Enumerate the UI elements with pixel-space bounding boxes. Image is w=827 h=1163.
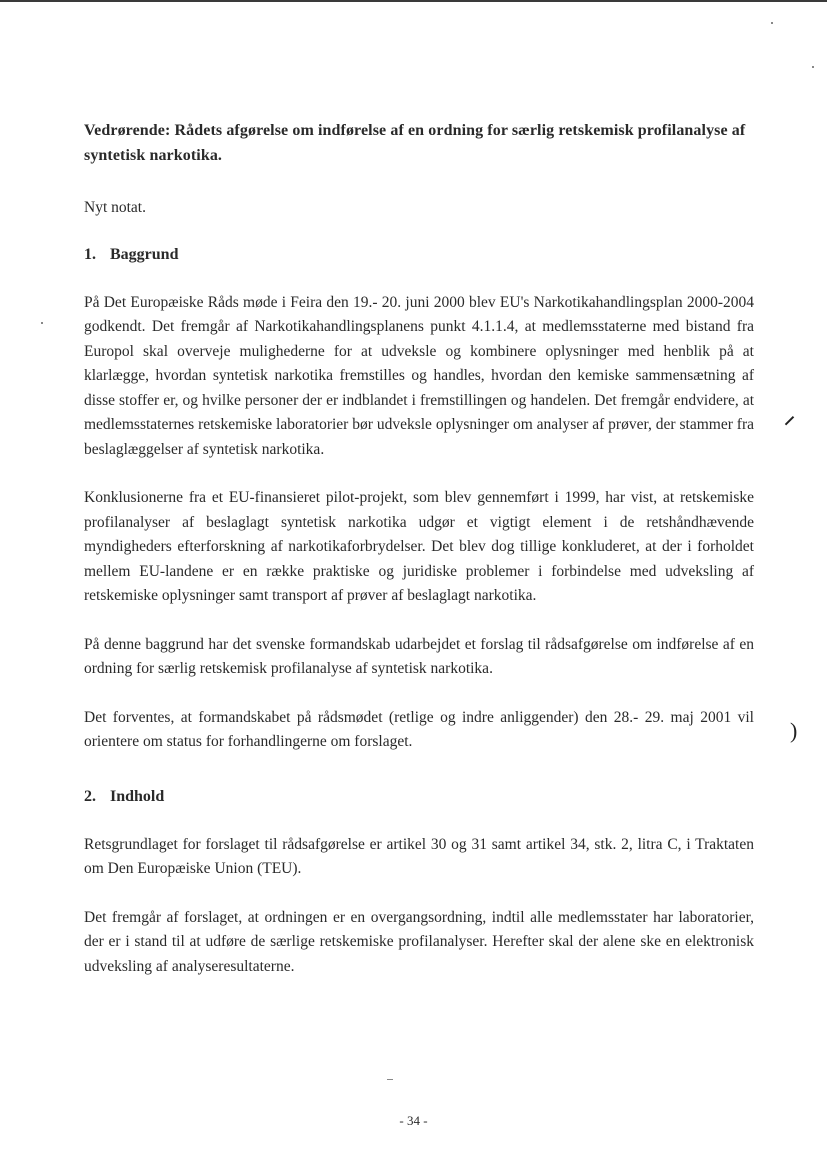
paragraph: Det fremgår af forslaget, at ordningen er en overgangsordning, indtil alle medlemsstater har laboratorier, der er i stand til at udføre de særlige retskemiske profilanalyser. Herefter skal der alene ske en elektronisk udveksling af analyseresultaterne. <box>84 908 754 975</box>
paragraph: Det forventes, at formandskabet på rådsmødet (retlige og indre anliggender) den 28.- 29. maj 2001 vil orientere om status for forhandlingerne om forslaget. <box>84 708 754 750</box>
section-title-text: Indhold <box>110 787 165 805</box>
section-title <box>84 243 754 267</box>
section-title-text: Baggrund <box>110 245 179 263</box>
paragraph: På Det Europæiske Råds møde i Feira den 19.- 20. juni 2000 blev EU's Narkotikahandlingsplan 2000-2004 godkendt. Det fremgår af Narkotikahandlingsplanens punkt 4.1.1.4, at medlemsstaterne med bistand fra Europol skal overveje mulighederne for at udveksle og kombinere oplysninger med henblik på at klarlægge, hvordan syntetisk narkotika fremstilles og handles, hvordan den kemiske sammensætning af disse stoffer er, og hvilke personer der er indblandet i fremstillingen og handelen. Det fremgår endvidere, at medlemsstaternes retskemiske laboratorier bør udveksle oplysninger om analyser af prøver, der stammer fra beslaglæggelser af syntetisk narkotika. <box>84 293 754 458</box>
section-number: 1. <box>84 245 96 263</box>
section-title <box>84 785 754 809</box>
top-border-line <box>0 0 827 2</box>
document-heading: Vedrørende: Rådets afgørelse om indførelse af en ordning for særlig retskemisk profilanalyse af syntetisk narkotika. <box>84 122 746 164</box>
binder-hole-mark: ) <box>790 718 798 743</box>
scan-speck <box>812 66 814 68</box>
scan-speck <box>387 1079 393 1080</box>
paragraph: Retsgrundlaget for forslaget til rådsafgørelse er artikel 30 og 31 samt artikel 34, stk. 2, litra C, i Traktaten om Den Europæiske Union (TEU). <box>84 835 754 877</box>
binder-hole-mark: ⸝ <box>784 403 796 428</box>
document-body <box>84 118 754 979</box>
section-background <box>84 243 754 755</box>
scan-speck <box>41 322 43 324</box>
note-line: Nyt notat. <box>84 199 146 216</box>
page-number: - 34 - <box>399 1113 428 1128</box>
section-number: 2. <box>84 787 96 805</box>
section-content <box>84 785 754 980</box>
scan-speck <box>771 22 773 24</box>
paragraph: På denne baggrund har det svenske formandskab udarbejdet et forslag til rådsafgørelse om indførelse af en ordning for særlig retskemisk profilanalyse af syntetisk narkotika. <box>84 635 754 677</box>
paragraph: Konklusionerne fra et EU-finansieret pilot-projekt, som blev gennemført i 1999, har vist, at retskemiske profilanalyser af beslaglagt syntetisk narkotika udgør et vigtigt element i de retshåndhævende myndigheders efterforskning af narkotikaforbrydelser. Det blev dog tillige konkluderet, at der i forholdet mellem EU-landene er en række praktiske og juridiske problemer i forbindelse med udveksling af retskemiske oplysninger samt transport af prøver af beslaglagt narkotika. <box>84 489 754 604</box>
